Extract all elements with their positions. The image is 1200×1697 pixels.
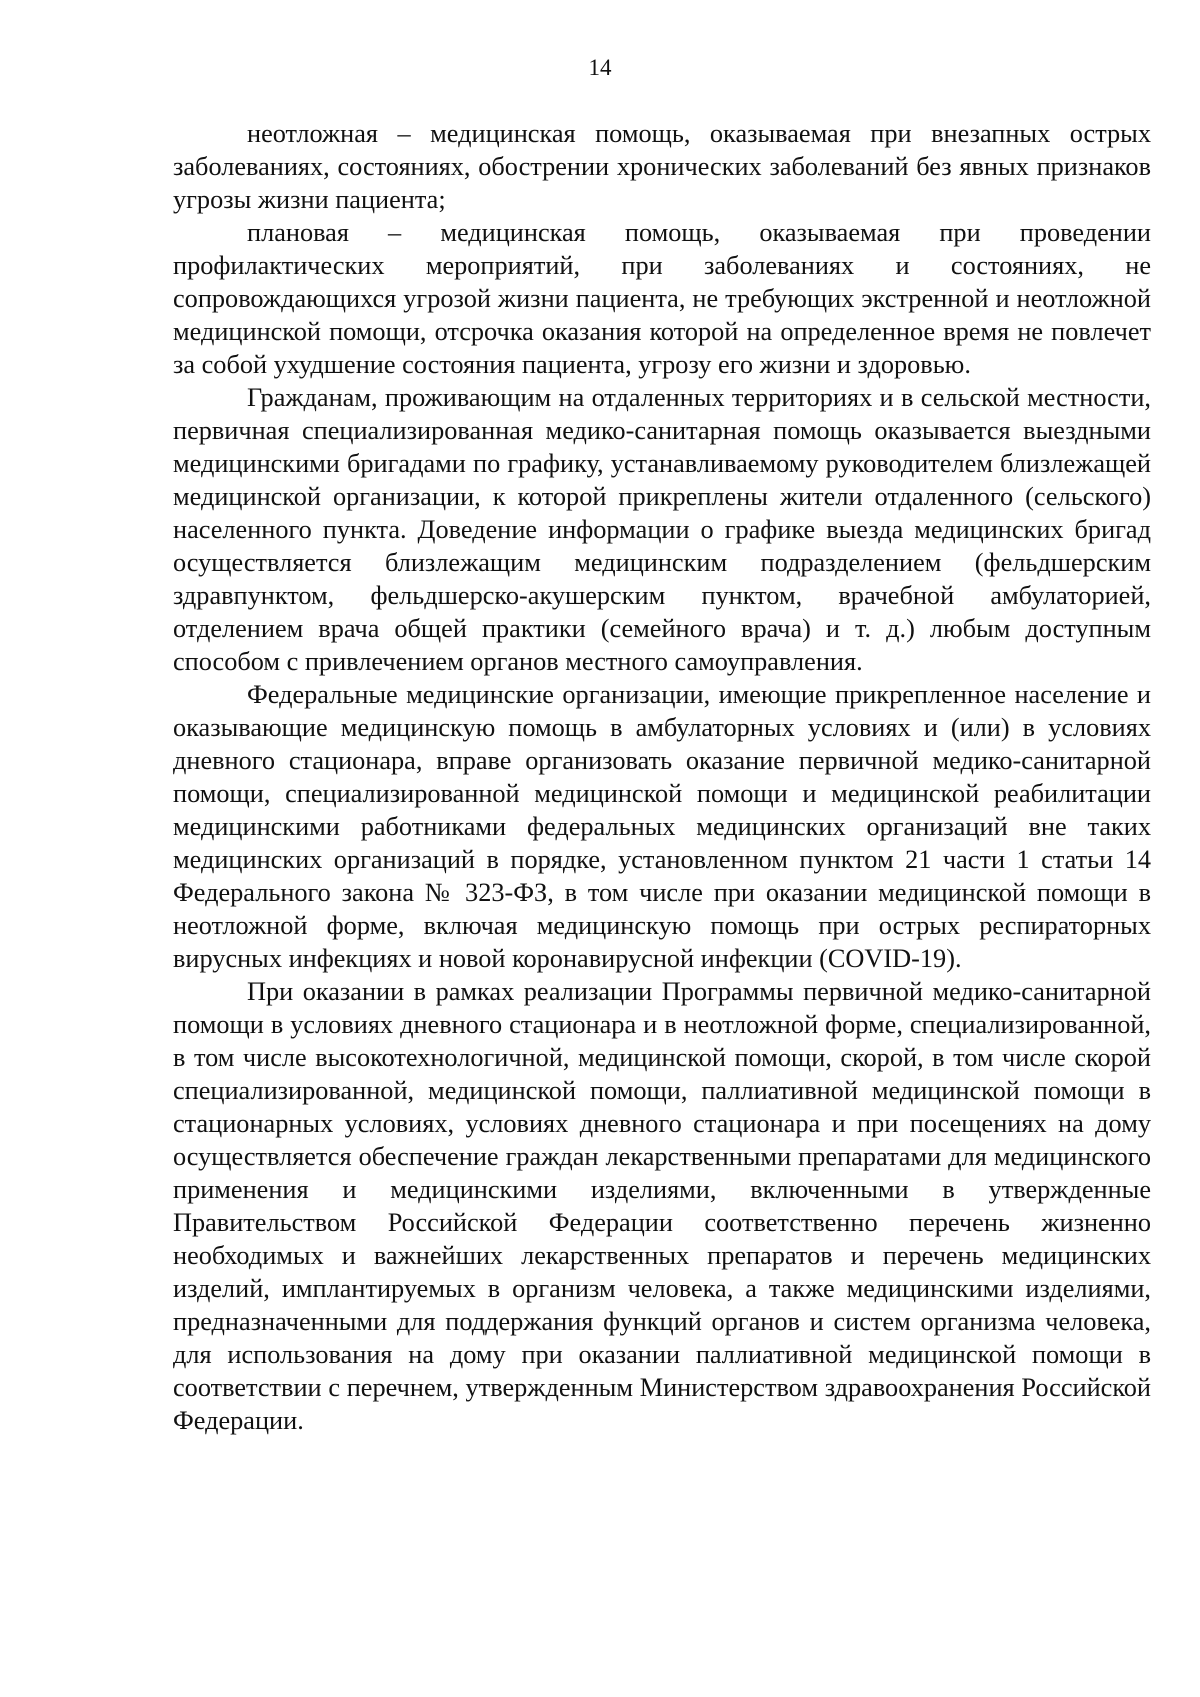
- paragraph-urgent-care: неотложная – медицинская помощь, оказываемая при внезапных острых заболеваниях, состояниях, обострении хронических заболеваний без явных признаков угрозы жизни пациента;: [173, 119, 1151, 214]
- paragraph-rural-residents: Гражданам, проживающим на отдаленных территориях и в сельской местности, первичная специализированная медико-санитарная помощь оказывается выездными медицинскими бригадами по графику, устанавливаемому руководителем близлежащей медицинской организации, к которой прикреплены жители отдаленного (сельского) населенного пункта. Доведение информации о графике выезда медицинских бригад осуществляется близлежащим медицинским подразделением (фельдшерским здравпунктом, фельдшерско-акушерским пунктом, врачебной амбулаторией, отделением врача общей практики (семейного врача) и т. д.) любым доступным способом с привлечением органов местного самоуправления.: [173, 383, 1151, 676]
- document-body: [173, 117, 1151, 1437]
- paragraph-medication-supply: При оказании в рамках реализации Программы первичной медико-санитарной помощи в условиях дневного стационара и в неотложной форме, специализированной, в том числе высокотехнологичной, медицинской помощи, скорой, в том числе скорой специализированной, медицинской помощи, паллиативной медицинской помощи в стационарных условиях, условиях дневного стационара и при посещениях на дому осуществляется обеспечение граждан лекарственными препаратами для медицинского применения и медицинскими изделиями, включенными в утвержденные Правительством Российской Федерации соответственно перечень жизненно необходимых и важнейших лекарственных препаратов и перечень медицинских изделий, имплантируемых в организм человека, а также медицинскими изделиями, предназначенными для поддержания функций органов и систем организма человека, для использования на дому при оказании паллиативной медицинской помощи в соответствии с перечнем, утвержденным Министерством здравоохранения Российской Федерации.: [173, 977, 1151, 1435]
- paragraph-planned-care: плановая – медицинская помощь, оказываемая при проведении профилактических мероприятий, при заболеваниях и состояниях, не сопровождающихся угрозой жизни пациента, не требующих экстренной и неотложной медицинской помощи, отсрочка оказания которой на определенное время не повлечет за собой ухудшение состояния пациента, угрозу его жизни и здоровью.: [173, 218, 1151, 379]
- paragraph-federal-organizations: Федеральные медицинские организации, имеющие прикрепленное население и оказывающие медицинскую помощь в амбулаторных условиях и (или) в условиях дневного стационара, вправе организовать оказание первичной медико-санитарной помощи, специализированной медицинской помощи и медицинской реабилитации медицинскими работниками федеральных медицинских организаций вне таких медицинских организаций в порядке, установленном пунктом 21 части 1 статьи 14 Федерального закона № 323-ФЗ, в том числе при оказании медицинской помощи в неотложной форме, включая медицинскую помощь при острых респираторных вирусных инфекциях и новой коронавирусной инфекции (COVID-19).: [173, 680, 1151, 973]
- page-number: 14: [588, 55, 612, 80]
